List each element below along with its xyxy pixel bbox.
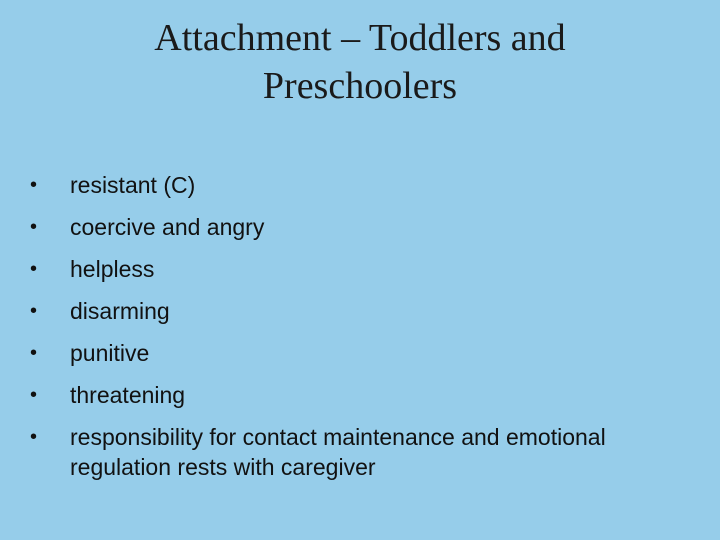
bullet-dot-icon: • — [30, 258, 38, 280]
bullet-text: punitive — [70, 340, 150, 366]
bullet-dot-icon: • — [30, 342, 38, 364]
bullet-dot-icon: • — [30, 300, 38, 322]
bullet-item-punitive — [30, 338, 690, 368]
bullet-text: threatening — [70, 382, 186, 408]
bullet-item-threatening — [30, 380, 690, 410]
bullet-text: disarming — [70, 298, 170, 324]
bullet-item-disarming — [30, 296, 690, 326]
bullet-text: helpless — [70, 256, 155, 282]
slide-title-line-2: Preschoolers — [262, 65, 458, 107]
bullet-dot-icon: • — [30, 174, 38, 196]
bullet-dot-icon: • — [30, 216, 38, 238]
bullet-item-helpless — [30, 254, 690, 284]
bullet-text: coercive and angry — [70, 214, 265, 240]
bullet-item-resistant — [30, 170, 690, 200]
bullet-item-coercive — [30, 212, 690, 242]
slide-title-line-1: Attachment – Toddlers and — [154, 17, 566, 59]
bullet-text: resistant (C) — [70, 172, 196, 198]
bullet-dot-icon: • — [30, 426, 38, 448]
bullet-dot-icon: • — [30, 384, 38, 406]
bullet-text: responsibility for contact maintenance and emotional regulation rests with caregiver — [70, 424, 606, 480]
slide-title — [0, 14, 720, 110]
bullet-list — [30, 170, 690, 494]
bullet-item-responsibility — [30, 422, 690, 482]
